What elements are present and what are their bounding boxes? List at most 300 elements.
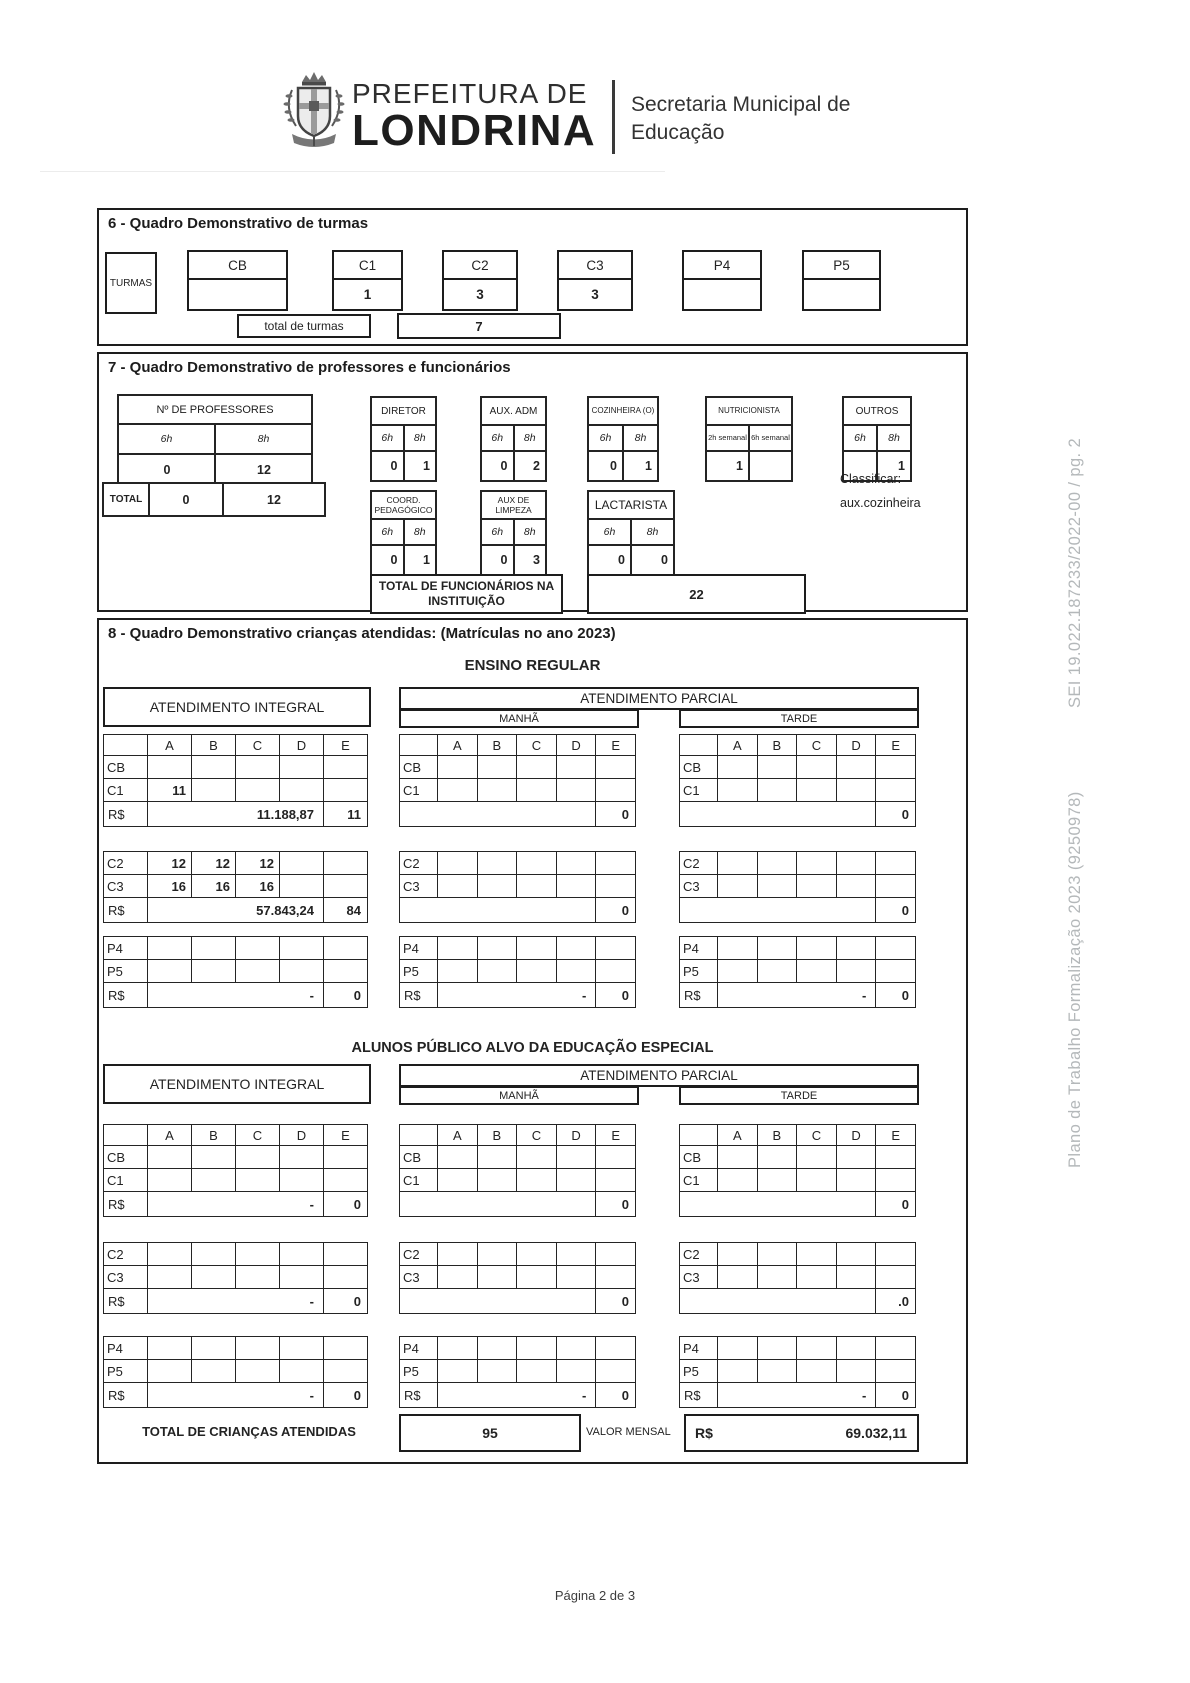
cell [148,1243,192,1266]
row-label: CB [400,756,438,779]
cell [438,1146,478,1169]
cell: 0 [324,1192,368,1217]
cell [477,779,517,802]
cell: 0 [324,1383,368,1408]
staff-count: 0 [481,545,514,575]
col-header: C [236,735,280,756]
cell [477,1243,517,1266]
cell [477,1360,517,1383]
cell [192,937,236,960]
cell: 11 [324,802,368,827]
classificar-value: aux.cozinheira [840,496,921,510]
staff-table [370,396,437,482]
cell [556,1266,596,1289]
cell [797,1243,837,1266]
cell [596,1337,636,1360]
cell [797,1266,837,1289]
row-label: P5 [680,1360,718,1383]
col-header: C [797,1125,837,1146]
col-header: A [438,735,478,756]
staff-count: 1 [623,451,658,481]
cell [556,779,596,802]
staff-table [705,396,793,482]
atendimento-grid-group [103,734,368,827]
staff-table [842,396,912,482]
cell [192,1337,236,1360]
dept-line1: Secretaria Municipal de [631,93,851,116]
cell [324,1169,368,1192]
turma-value [189,280,286,309]
header-rule [40,171,665,172]
turma-label: C2 [444,252,516,280]
cell [477,937,517,960]
atendimento-grid-group [679,936,916,1008]
sei-reference-vertical: SEI 19.022.187233/2022-00 / pg. 2 [1066,437,1084,708]
cell [148,1337,192,1360]
lactarista-table [587,490,675,576]
cell [596,779,636,802]
staff-count: 0 [588,545,631,575]
cell [876,937,916,960]
hours-header: 6h [481,425,514,451]
atendimento-grid-group [103,1124,368,1217]
col-header: E [324,735,368,756]
cell [236,1146,280,1169]
cell [836,875,876,898]
row-label: C1 [680,1169,718,1192]
cell [757,960,797,983]
cell [438,960,478,983]
total-funcionarios-label: TOTAL DE FUNCIONÁRIOS NA INSTITUIÇÃO [370,574,563,614]
cell [192,1243,236,1266]
cell: .0 [876,1289,916,1314]
cell: 0 [596,898,636,923]
hours-header: 8h [877,425,911,451]
hours-header: 8h [215,424,312,454]
row-label: C3 [400,1266,438,1289]
cell [324,852,368,875]
row-label: C3 [104,1266,148,1289]
cell [797,937,837,960]
col-header: A [438,1125,478,1146]
cell: 16 [148,875,192,898]
cell [757,756,797,779]
cell: 12 [192,852,236,875]
cell: 0 [596,802,636,827]
cell [757,852,797,875]
cell [280,779,324,802]
tarde-header-especial: TARDE [679,1086,919,1105]
cell [797,779,837,802]
cell [324,779,368,802]
atendimento-grid-group [399,851,636,923]
cell: 84 [324,898,368,923]
brand-line1: PREFEITURA DE [352,78,588,109]
cell [236,1360,280,1383]
cell [438,875,478,898]
cell [596,1146,636,1169]
cell [718,1243,758,1266]
cell [236,1266,280,1289]
cell [718,960,758,983]
hours-header: 6h [371,519,404,545]
cell [477,960,517,983]
atendimento-grid-group [399,1242,636,1314]
cozinheira-table [587,396,659,482]
section6-title: 6 - Quadro Demonstrativo de turmas [108,215,369,232]
staff-count: 12 [215,454,312,486]
cell [236,756,280,779]
cell [324,960,368,983]
cell [797,1337,837,1360]
turma-label: P5 [804,252,879,280]
cell [280,875,324,898]
hours-header: 8h [514,425,547,451]
cell [192,1266,236,1289]
cell [280,756,324,779]
brand-name [352,78,597,155]
col-header: A [718,735,758,756]
cell [324,1146,368,1169]
tarde-header: TARDE [679,709,919,728]
cell [236,1169,280,1192]
cell [836,1266,876,1289]
cell: R$ [680,1383,718,1408]
staff-count: 0 [118,454,215,486]
staff-title: Nº DE PROFESSORES [118,395,312,424]
staff-table [587,490,675,576]
row-label: CB [680,756,718,779]
regular-manha-grid [399,734,636,1008]
hours-header: 8h [404,425,437,451]
staff-title: NUTRICIONISTA [706,397,792,425]
cell [757,1243,797,1266]
cell: - [438,1383,596,1408]
staff-title: DIRETOR [371,397,436,425]
hours-header: 8h [631,519,674,545]
cell: 0 [596,983,636,1008]
cell [596,852,636,875]
cell [280,1360,324,1383]
cell: - [148,1192,324,1217]
staff-table [370,490,437,576]
cell [148,1169,192,1192]
cell [477,875,517,898]
cell [836,852,876,875]
cell [192,960,236,983]
integral-header-especial: ATENDIMENTO INTEGRAL [103,1064,371,1104]
atendimento-grid-group [103,1336,368,1408]
atendimento-grid-group [103,936,368,1008]
cell [438,852,478,875]
cell [236,779,280,802]
cell [400,1289,596,1314]
row-label: C1 [680,779,718,802]
turma-label: C3 [559,252,631,280]
regular-tarde-grid [679,734,916,1008]
staff-count: 0 [588,451,623,481]
cell [236,1243,280,1266]
cell [477,1169,517,1192]
row-label: C2 [680,1243,718,1266]
row-label [104,735,148,756]
row-label: P4 [680,937,718,960]
cell [757,875,797,898]
cell [477,1266,517,1289]
staff-table [117,394,313,487]
cell: R$ [400,1383,438,1408]
cell [517,852,557,875]
staff-title: COZINHEIRA (O) [588,397,658,425]
especial-title: ALUNOS PÚBLICO ALVO DA EDUCAÇÃO ESPECIAL [351,1040,714,1056]
cell [192,1146,236,1169]
especial-manha-grid [399,1124,636,1408]
cell [596,1266,636,1289]
cell [236,937,280,960]
row-label: CB [104,1146,148,1169]
cell [876,756,916,779]
cell [192,1169,236,1192]
cell [596,1243,636,1266]
atendimento-grid-group [679,1336,916,1408]
cell [718,1146,758,1169]
staff-table [480,396,547,482]
especial-tarde-grid [679,1124,916,1408]
staff-count: 1 [877,451,911,481]
cell [757,1146,797,1169]
atendimento-grid-group [399,1124,636,1217]
cell [680,802,876,827]
cell [876,852,916,875]
aux-limpeza-table [480,490,547,576]
cell [757,1169,797,1192]
cell: 16 [236,875,280,898]
cell [797,852,837,875]
professores-table [117,394,313,487]
row-label: C3 [104,875,148,898]
cell: 12 [148,852,192,875]
cell [836,779,876,802]
cell [517,1243,557,1266]
col-header: E [596,735,636,756]
cell [517,756,557,779]
row-label: P5 [400,960,438,983]
row-label: P5 [680,960,718,983]
atendimento-grid-group [679,851,916,923]
cell [324,1243,368,1266]
cell [876,1360,916,1383]
row-label: P4 [104,937,148,960]
cell [556,960,596,983]
cell [718,1337,758,1360]
cell: R$ [400,983,438,1008]
staff-title: LACTARISTA [588,491,674,519]
cell [438,937,478,960]
dept-name [631,91,850,148]
total-turmas-label: total de turmas [237,314,371,338]
cell: R$ [680,983,718,1008]
col-header: B [757,735,797,756]
hours-header: 6h [588,519,631,545]
cell: - [148,983,324,1008]
staff-count: 1 [404,545,437,575]
cell [192,1360,236,1383]
row-label: C1 [400,1169,438,1192]
row-label: P5 [400,1360,438,1383]
row-label: C1 [104,1169,148,1192]
row-label [680,735,718,756]
cell [876,1169,916,1192]
cell [596,960,636,983]
cell [556,756,596,779]
brand-line2: LONDRINA [352,106,597,155]
cell [477,1337,517,1360]
valor-mensal-currency: R$ [695,1425,713,1441]
cell [400,898,596,923]
cell [148,937,192,960]
row-label: C2 [104,1243,148,1266]
cell [876,1146,916,1169]
cell [836,756,876,779]
hours-header: 6h [481,519,514,545]
parcial-header-especial: ATENDIMENTO PARCIAL [399,1064,919,1087]
turma-label: C1 [334,252,401,280]
staff-count: 1 [706,451,749,481]
cell: 0 [876,983,916,1008]
cell [556,1360,596,1383]
cell: 0 [876,802,916,827]
col-header: B [192,735,236,756]
total-6h: 0 [149,483,223,516]
cell [556,1169,596,1192]
row-label: C3 [680,875,718,898]
manha-header: MANHÃ [399,709,639,728]
staff-count: 2 [514,451,547,481]
cell [324,1360,368,1383]
diretor-table [370,396,437,482]
cell [718,779,758,802]
cell [517,1146,557,1169]
cell: 0 [324,983,368,1008]
cell: 0 [876,1192,916,1217]
coord-pedagogico-table [370,490,437,576]
cell [517,1337,557,1360]
cell [280,1266,324,1289]
regular-integral-grid [103,734,368,1008]
cell [280,1169,324,1192]
row-label: P4 [104,1337,148,1360]
turma-value: 3 [476,287,484,302]
section7-professores-funcionarios [97,352,968,612]
atendimento-grid-group [399,734,636,827]
col-header: B [477,1125,517,1146]
total-criancas-value: 95 [399,1414,581,1452]
section8-title: 8 - Quadro Demonstrativo crianças atendidas: (Matrículas no ano 2023) [108,625,616,642]
row-label: P4 [680,1337,718,1360]
cell [556,1337,596,1360]
row-label [400,735,438,756]
row-label: C3 [680,1266,718,1289]
row-label: C3 [400,875,438,898]
cell [438,1169,478,1192]
turma-box-cb [187,250,288,311]
cell [876,1337,916,1360]
cell [324,756,368,779]
atendimento-grid-group [399,1336,636,1408]
cell [757,1266,797,1289]
staff-table [587,396,659,482]
cell [718,1169,758,1192]
cell [438,1243,478,1266]
cell [477,852,517,875]
cell [876,779,916,802]
hours-header: 6h [588,425,623,451]
hours-header: 6h [118,424,215,454]
cell [797,875,837,898]
cell [438,1266,478,1289]
cell: R$ [104,1383,148,1408]
cell [148,756,192,779]
atendimento-grid-group [103,1242,368,1314]
cell [797,1146,837,1169]
cell [148,1266,192,1289]
cell [797,1169,837,1192]
col-header: B [757,1125,797,1146]
valor-mensal-label: VALOR MENSAL [586,1426,671,1438]
nutricionista-table [705,396,793,482]
col-header: E [876,735,916,756]
cell [836,1337,876,1360]
doc-reference-vertical: Plano de Trabalho Formalização 2023 (9250978) [1066,791,1084,1168]
cell [438,1360,478,1383]
row-label: C1 [104,779,148,802]
cell: 57.843,24 [148,898,324,923]
cell: 16 [192,875,236,898]
turma-box-p4 [682,250,762,311]
staff-count: 0 [371,451,404,481]
turma-value [804,280,879,309]
hours-header: 8h [514,519,547,545]
section6-turmas [97,208,968,346]
cell [836,1169,876,1192]
cell [836,1243,876,1266]
cell [718,1266,758,1289]
cell [836,960,876,983]
page-number: Página 2 de 3 [554,1588,636,1603]
cell: R$ [104,1289,148,1314]
cell [324,1266,368,1289]
atendimento-grid-group [103,851,368,923]
cell [596,1360,636,1383]
atendimento-grid-group [399,936,636,1008]
turma-label: CB [189,252,286,280]
cell [324,875,368,898]
cell [280,852,324,875]
cell [718,1360,758,1383]
cell [192,756,236,779]
londrina-coat-of-arms-icon [278,70,350,154]
cell: R$ [104,983,148,1008]
staff-title: AUX DE LIMPEZA [481,491,546,519]
staff-count: 0 [371,545,404,575]
professores-total-row [102,482,326,517]
col-header: D [836,1125,876,1146]
cell: 0 [324,1289,368,1314]
cell: R$ [104,802,148,827]
cell [148,1360,192,1383]
total-funcionarios-value: 22 [587,574,806,614]
cell [836,1146,876,1169]
